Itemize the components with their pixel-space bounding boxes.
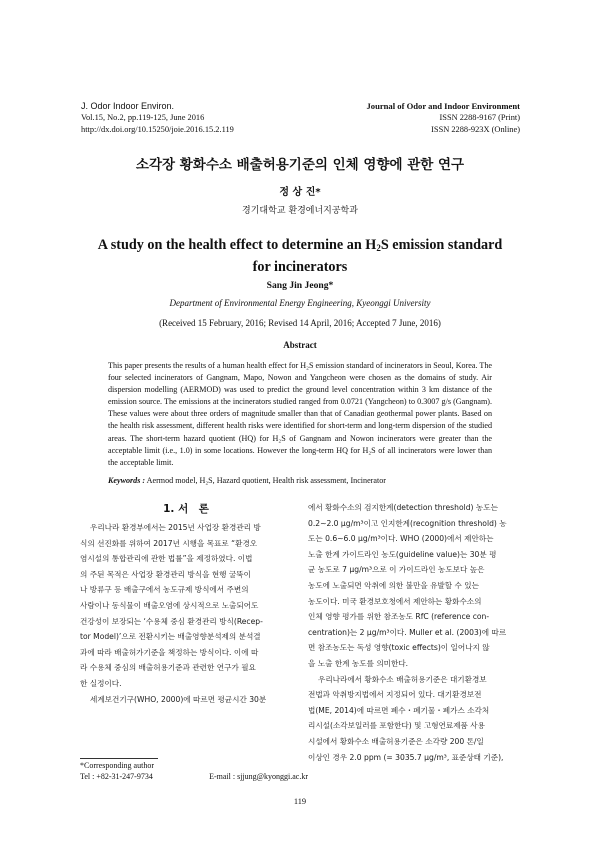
english-title-line2: for incinerators [252, 259, 348, 275]
english-author: Sang Jin Jeong* [266, 280, 334, 291]
contact-email[interactable]: E-mail : sjjung@kyonggi.ac.kr [209, 772, 308, 781]
keywords-list: Aermod model, H₂S, Hazard quotient, Health risk assessment, Incinerator [146, 476, 386, 485]
right-column [308, 500, 520, 765]
korean-affiliation: 경기대학교 환경에너지공학과 [242, 206, 358, 216]
contact-phone: Tel : +82-31-247-9734 [80, 772, 153, 781]
body-line: 과에 따라 배출허가기준을 책정하는 방식이다. 이에 따 [80, 647, 259, 657]
english-title-part2: S emission standard [380, 237, 503, 253]
footnote-divider [80, 758, 158, 759]
received-dates: (Received 15 February, 2016; Revised 14 April, 2016; Accepted 7 June, 2016) [159, 318, 441, 328]
body-line: 을 노출 한계 농도를 의미한다. [308, 658, 409, 668]
english-title [0, 236, 600, 277]
english-title-part1: A study on the health effect to determine an H [97, 237, 377, 253]
corresponding-author-mark: *Corresponding author [80, 761, 154, 770]
issn-print: ISSN 2288-9167 (Print) [439, 113, 520, 122]
english-title-subscript: 2 [376, 243, 381, 253]
header-left [81, 100, 234, 136]
body-line: 이상인 경우 2.0 ppm (= 3035.7 μg/m³, 표준상태 기준), [308, 752, 504, 762]
header-right [366, 100, 520, 136]
body-line: centration)는 2 μg/m³이다. Muller et al. (2003)에 따르 [308, 627, 507, 637]
korean-author: 정 상 진* [279, 187, 321, 198]
body-line: 농도에 노출되면 악취에 의한 불만을 유발할 수 있는 [308, 580, 479, 590]
section-heading-introduction: 1. 서 론 [163, 503, 209, 515]
body-line: 균 농도로 7 μg/m³으로 이 가이드라인 농도보다 높은 [308, 565, 485, 575]
body-line: 사람이나 동식물이 배출오염에 상시적으로 노출되어도 [80, 600, 259, 610]
body-line: 우리나라 환경부에서는 2015년 사업장 환경관리 방 [90, 523, 261, 532]
english-affiliation: Department of Environmental Energy Engineering, Kyeonggi University [169, 298, 431, 308]
abstract-text: This paper presents the results of a human health effect for H₂S emission standard of incinerators in Seoul, Korea. The four selected incinerators of Gangnam, Mapo, Nowon and Yangcheon were chosen as the domains of study. Air dispersion modelling (AERMOD) was used to predict the ground level concentration within 3 km distance of the emission source. The emissions at the incinerators studied ranged from 0.0721 (Yangcheon) to 0.3007 g/s (Gangnam). These values were about three orders of magnitude smaller than that of Canadian geothermal power plants. Based on the health risk assessment, different health risks were identified for short-term and long-term dispersion of the studied areas. The short-term hazard quotient (HQ) for H₂S of Gangnam and Nowon incinerators were greater than the acceptable limit (i.e., 1.0) in some locations. However the long-term HQ for H₂S of all incinerators were lower than the acceptable limit. [108, 361, 492, 467]
body-line: 전법과 악취방지법에서 지정되어 있다. 대기환경보전 [308, 690, 482, 700]
body-line: 나 방류구 등 배출구에서 농도규제 방식에서 주변의 [80, 585, 249, 595]
body-line: 건강성이 보장되는 ‘수용체 중심 환경관리 방식(Recep- [80, 616, 263, 626]
footnote [80, 760, 350, 782]
body-line: 세계보건기구(WHO, 2000)에 따르면 평균시간 30분 [90, 694, 267, 704]
volume-info: Vol.15, No.2, pp.119-125, June 2016 [81, 113, 205, 122]
body-line: 한 실정이다. [80, 678, 122, 688]
body-line: 도는 0.6~6.0 μg/m³이다. WHO (2000)에서 제안하는 [308, 534, 494, 544]
body-line: 식의 선진화를 위하여 2017년 시행을 목표로 “환경오 [80, 538, 258, 548]
issn-online: ISSN 2288-923X (Online) [431, 125, 520, 134]
keywords-label: Keywords : [108, 476, 146, 485]
body-line: tor Model)’으로 전환시키는 배출영향분석제의 분석결 [80, 632, 261, 642]
body-line: 우리나라에서 황화수소 배출허용기준은 대기환경보 [318, 674, 487, 684]
page-number: 119 [293, 797, 307, 806]
body-line: 염시설의 통합관리에 관한 법률”을 제정하였다. 이법 [80, 554, 253, 564]
journal-name: Journal of Odor and Indoor Environment [366, 101, 520, 111]
body-line: 의 주된 목적은 사업장 환경관리 방식을 현행 굴뚝이 [80, 569, 251, 579]
body-line: 농도이다. 미국 환경보호청에서 제안하는 황화수소의 [308, 596, 482, 606]
left-column [80, 520, 292, 707]
korean-title: 소각장 황화수소 배출허용기준의 인체 영향에 관한 연구 [135, 157, 465, 173]
doi-link[interactable]: http://dx.doi.org/10.15250/joie.2016.15.2.119 [81, 125, 234, 134]
contact-row [80, 771, 308, 782]
abstract-heading: Abstract [283, 340, 317, 350]
body-line: 노출 한계 가이드라인 농도(guideline value)는 30분 평 [308, 549, 497, 559]
body-line: 리시설(소각보일러를 포함한다) 및 고형연료제품 사용 [308, 721, 485, 731]
body-line: 법(ME, 2014)에 따르면 폐수・폐기물・폐가스 소각처 [308, 705, 490, 715]
body-line: 에서 황화수소의 검지한계(detection threshold) 농도는 [308, 503, 498, 512]
body-line: 라 수용체 중심의 배출허용기준과 관련한 연구가 필요 [80, 663, 256, 673]
keywords [108, 476, 492, 485]
body-line: 면 참조농도는 독성 영향(toxic effects)이 일어나지 않 [308, 643, 490, 653]
body-line: 인체 영향 평가를 위한 참조농도 RfC (reference con- [308, 612, 490, 622]
body-line: 0.2~2.0 μg/m³이고 인지한계(recognition threshold) 농 [308, 518, 507, 528]
body-line: 시설에서 황화수소 배출허용기준은 소각량 200 톤/일 [308, 736, 484, 746]
journal-abbrev: J. Odor Indoor Environ. [81, 101, 175, 111]
